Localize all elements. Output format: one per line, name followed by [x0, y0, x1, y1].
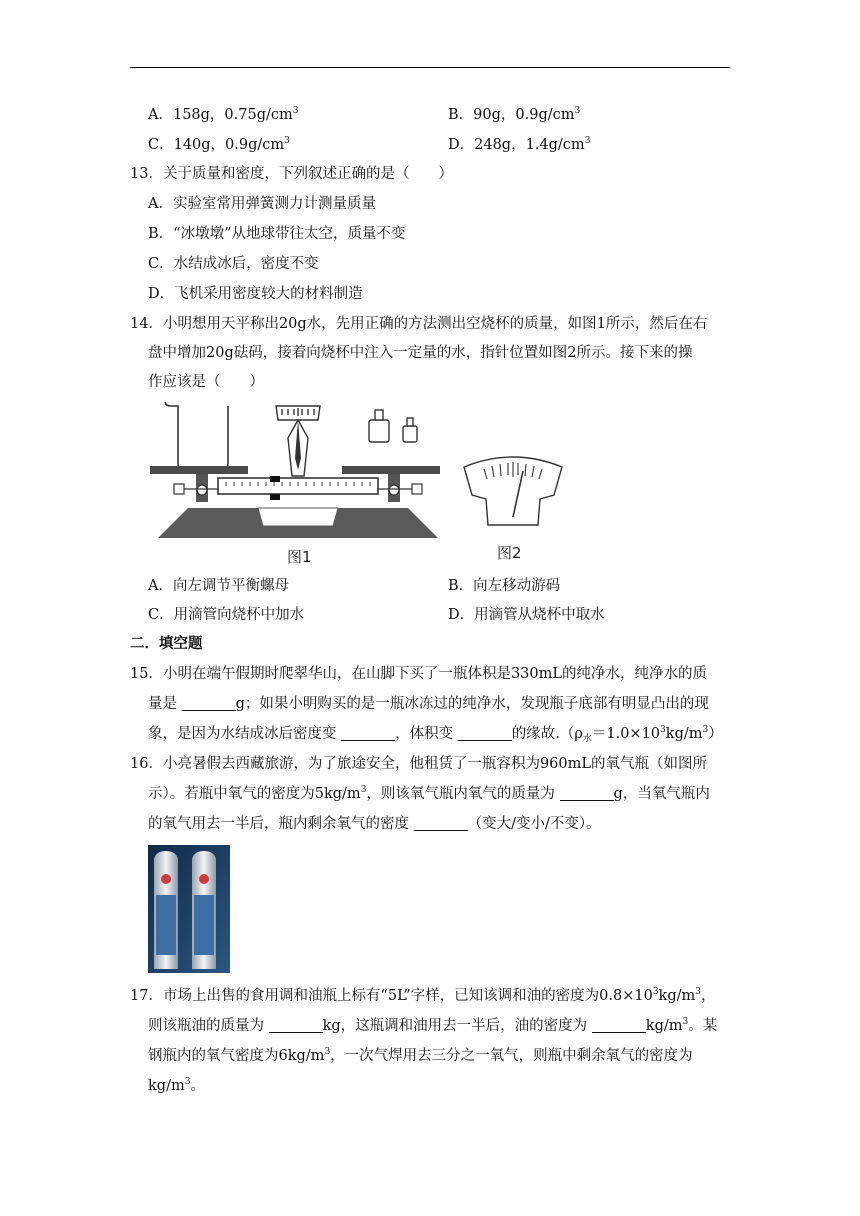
q17-line4: $kg/m^3$。	[148, 1077, 205, 1094]
q14-option-a: A．向左调节平衡螺母	[148, 578, 289, 594]
q15-line2: 量是 g；如果小明购买的是一瓶冰冻过的纯净水，发现瓶子底部有明显凸出的现	[148, 696, 709, 712]
left-pan	[150, 466, 248, 474]
q13-stem: 13．关于质量和密度，下列叙述正确的是（ ）	[130, 166, 453, 182]
q12-option-d: D．248g，$1.4g/cm^3$	[448, 136, 591, 153]
q15-line3: 象，是因为水结成冰后密度变 ，体积变 的缘故$.(\rho_水=1.0\times 10^3kg/m^3)$	[148, 725, 723, 744]
answer-blank	[458, 726, 512, 741]
answer-blank	[560, 786, 614, 801]
q14-stem-line3: 作应该是（ ）	[148, 374, 264, 390]
figure1-caption: 图1	[287, 548, 312, 566]
q17-line2: 则该瓶油的质量为 kg，这瓶调和油用去一半后，油的密度为 $kg/m^3$。某	[148, 1017, 718, 1034]
q14-stem-line2: 盘中增加20g砝码，接着向烧杯中注入一定量的水，指针位置如图2所示。接下来的操	[148, 345, 693, 361]
q12-option-a: A．158g，$0.75g/cm^3$	[148, 106, 299, 123]
q13-option-d: D．飞机采用密度较大的材料制造	[148, 286, 363, 302]
q12-option-b: B．90g，$0.9g/cm^3$	[448, 106, 581, 123]
answer-blank	[182, 696, 236, 711]
q13-option-a: A．实验室常用弹簧测力计测量质量	[148, 196, 376, 212]
answer-blank	[341, 726, 395, 741]
pointer-scale	[276, 406, 320, 420]
beaker-icon	[165, 402, 228, 468]
q14-option-c: C．用滴管向烧杯中加水	[148, 607, 305, 623]
figure2-caption: 图2	[497, 544, 522, 562]
header-rule	[130, 67, 730, 68]
answer-blank	[414, 816, 468, 831]
q15-line1: 15．小明在端午假期时爬翠华山，在山脚下买了一瓶体积是330mL的纯净水，纯净水的质	[130, 666, 708, 682]
q14-option-b: B．向左移动游码	[448, 578, 561, 594]
q17-line3: 钢瓶内的氧气密度为$6kg/m^3$，一次气焊用去三分之一氧气，则瓶中剩余氧气的密度为	[148, 1047, 693, 1064]
q16-line2: 示）。若瓶中氧气的密度为$5kg/m^3$，则该氧气瓶内氧气的质量为 g，当氧气瓶内	[148, 785, 710, 802]
answer-blank	[269, 1018, 323, 1033]
q16-line1: 16．小亮暑假去西藏旅游，为了旅途安全，他租赁了一瓶容积为960mL的氧气瓶（如图所	[130, 756, 708, 772]
pointer-figure	[460, 453, 566, 533]
oxygen-bottle-photo	[148, 845, 230, 973]
balance-figure	[148, 398, 448, 568]
q14-stem-line1: 14．小明想用天平称出20g水，先用正确的方法测出空烧杯的质量，如图1所示，然后在右	[130, 316, 708, 332]
oxygen-bottle-icon	[154, 851, 178, 969]
right-pan	[342, 466, 440, 474]
oxygen-bottle-icon	[192, 851, 216, 969]
weights-icon	[369, 410, 417, 442]
section-title: 二．填空题	[130, 636, 203, 652]
q17-line1: 17．市场上出售的食用调和油瓶上标有“5L”字样，已知该调和油的密度为$0.8\times 10^3kg/m^3$，	[130, 987, 716, 1004]
q14-option-d: D．用滴管从烧杯中取水	[448, 607, 605, 623]
q16-line3: 的氧气用去一半后，瓶内剩余氧气的密度 （变大/变小/不变）。	[148, 816, 601, 832]
q13-option-c: C．水结成冰后，密度不变	[148, 256, 319, 272]
answer-blank	[592, 1018, 646, 1033]
q12-option-c: C．140g，$0.9g/cm^3$	[148, 136, 290, 153]
q13-option-b: B．“冰墩墩”从地球带往太空，质量不变	[148, 226, 406, 242]
rider	[270, 476, 280, 482]
